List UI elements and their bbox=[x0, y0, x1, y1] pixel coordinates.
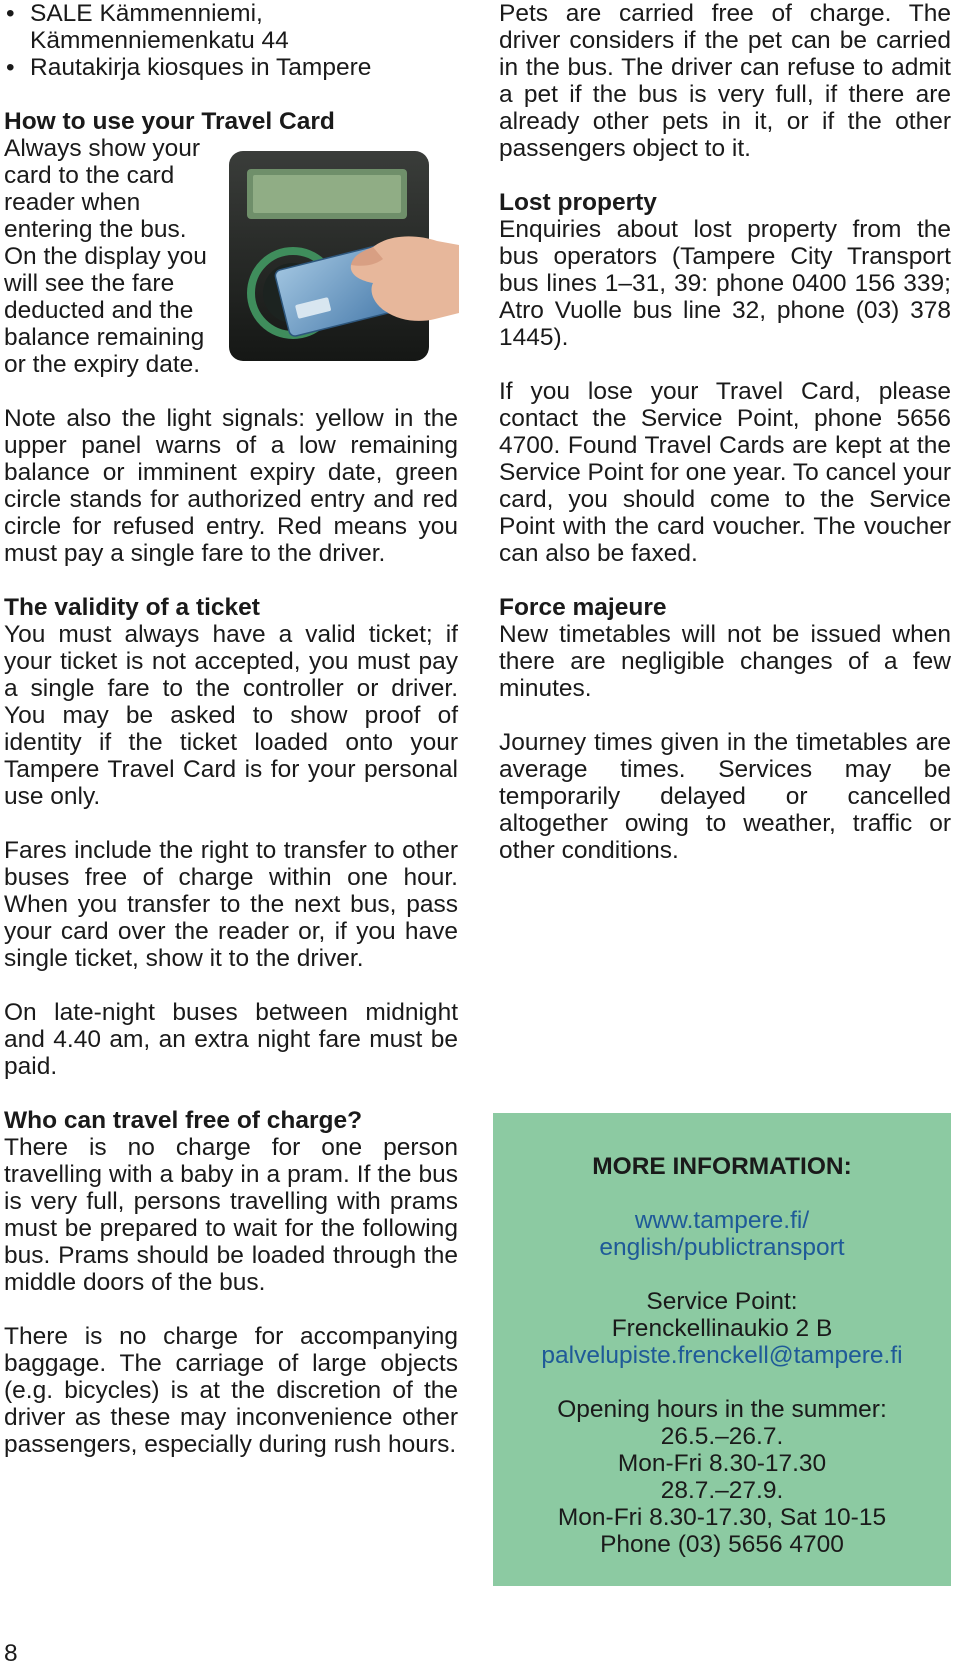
force-majeure-text: New timetables will not be issued when there are negligible changes of a few minutes. bbox=[499, 621, 951, 702]
service-point-label: Service Point: bbox=[646, 1288, 798, 1315]
lost-property-section bbox=[499, 189, 951, 351]
force-majeure-section bbox=[499, 594, 951, 702]
period-dates: 28.7.–27.9. bbox=[660, 1477, 784, 1504]
light-signals-text: Note also the light signals: yellow in the upper panel warns of a low remaining balance or imminent expiry date, green circle stands for authorized entry and red circle for refused entry. Red means you must pay a single fare to the driver. bbox=[4, 405, 458, 567]
how-to-use-section bbox=[4, 108, 458, 378]
sales-points-list bbox=[4, 0, 458, 81]
period-hours: Mon-Fri 8.30-17.30, Sat 10-15 bbox=[557, 1504, 887, 1531]
service-point-address: Frenckellinaukio 2 B bbox=[611, 1315, 833, 1342]
opening-hours-block bbox=[493, 1396, 951, 1558]
section-heading: Lost property bbox=[499, 189, 657, 216]
section-heading: How to use your Travel Card bbox=[4, 108, 335, 135]
lost-card-text: If you lose your Travel Card, please contact the Service Point, phone 5656 4700. Found Travel Cards are kept at the Service Point for one year. To cancel your card, you should come to the Service Point with the card voucher. The voucher can also be faxed. bbox=[499, 378, 951, 567]
transfer-text: Fares include the right to transfer to other buses free of charge within one hour. When you transfer to the next bus, pass your card over the reader or, if you have single ticket, show it to the driver. bbox=[4, 837, 458, 972]
period-hours: Mon-Fri 8.30-17.30 bbox=[617, 1450, 827, 1477]
info-heading: MORE INFORMATION: bbox=[592, 1153, 852, 1180]
right-column bbox=[499, 0, 951, 864]
night-fare-text: On late-night buses between midnight and 4.40 am, an extra night fare must be paid. bbox=[4, 999, 458, 1080]
section-heading: Force majeure bbox=[499, 594, 667, 621]
baggage-text: There is no charge for accompanying baggage. The carriage of large objects (e.g. bicycles) is at the discretion of the driver as these may inconvenience other passengers, especially during rush hours. bbox=[4, 1323, 458, 1458]
more-information-box bbox=[493, 1113, 951, 1586]
section-heading: Who can travel free of charge? bbox=[4, 1107, 363, 1134]
opening-hours-label: Opening hours in the summer: bbox=[557, 1396, 887, 1423]
email-link[interactable]: palvelupiste.frenckell@tampere.fi bbox=[541, 1342, 903, 1369]
free-travel-section bbox=[4, 1107, 458, 1296]
service-point-block bbox=[493, 1288, 951, 1369]
list-item: • SALE Kämmenniemi, Kämmenniemenkatu 44 bbox=[4, 0, 458, 54]
how-to-use-text: Always show your card to the card reader when entering the bus. On the display you will see the fare deducted and the balance remaining or the expiry date. bbox=[4, 135, 207, 378]
card-reader-photo bbox=[223, 143, 459, 361]
url-line[interactable]: www.tampere.fi/ bbox=[634, 1207, 810, 1234]
left-column bbox=[4, 0, 458, 1458]
journey-times-text: Journey times given in the timetables are average times. Services may be temporarily delayed or cancelled altogether owing to weather, traffic or other conditions. bbox=[499, 729, 951, 864]
phone-number: Phone (03) 5656 4700 bbox=[600, 1531, 844, 1558]
lost-property-text: Enquiries about lost property from the bus operators (Tampere City Transport bus lines 1–31, 39: phone 0400 156 339; Atro Vuolle bus line 32, phone (03) 378 1445). bbox=[499, 216, 951, 351]
period-dates: 26.5.–26.7. bbox=[660, 1423, 784, 1450]
validity-section bbox=[4, 594, 458, 810]
page-number: 8 bbox=[4, 1640, 18, 1667]
section-heading: The validity of a ticket bbox=[4, 594, 260, 621]
free-travel-text: There is no charge for one person travelling with a baby in a pram. If the bus is very full, persons travelling with prams must be prepared to wait for the following bus. Prams should be loaded through the middle doors of the bus. bbox=[4, 1134, 458, 1296]
list-item: • Rautakirja kiosques in Tampere bbox=[4, 54, 458, 81]
pets-text: Pets are carried free of charge. The driver considers if the pet can be carried in the bus. The driver can refuse to admit a pet if the bus is very full, if there are already other pets in it, or if the other passengers object to it. bbox=[499, 0, 951, 162]
website-link[interactable] bbox=[493, 1207, 951, 1261]
url-line[interactable]: english/publictransport bbox=[599, 1234, 845, 1261]
validity-text: You must always have a valid ticket; if your ticket is not accepted, you must pay a single fare to the controller or driver. You may be asked to show proof of identity if the ticket loaded onto your Tampere Travel Card is for your personal use only. bbox=[4, 621, 458, 810]
